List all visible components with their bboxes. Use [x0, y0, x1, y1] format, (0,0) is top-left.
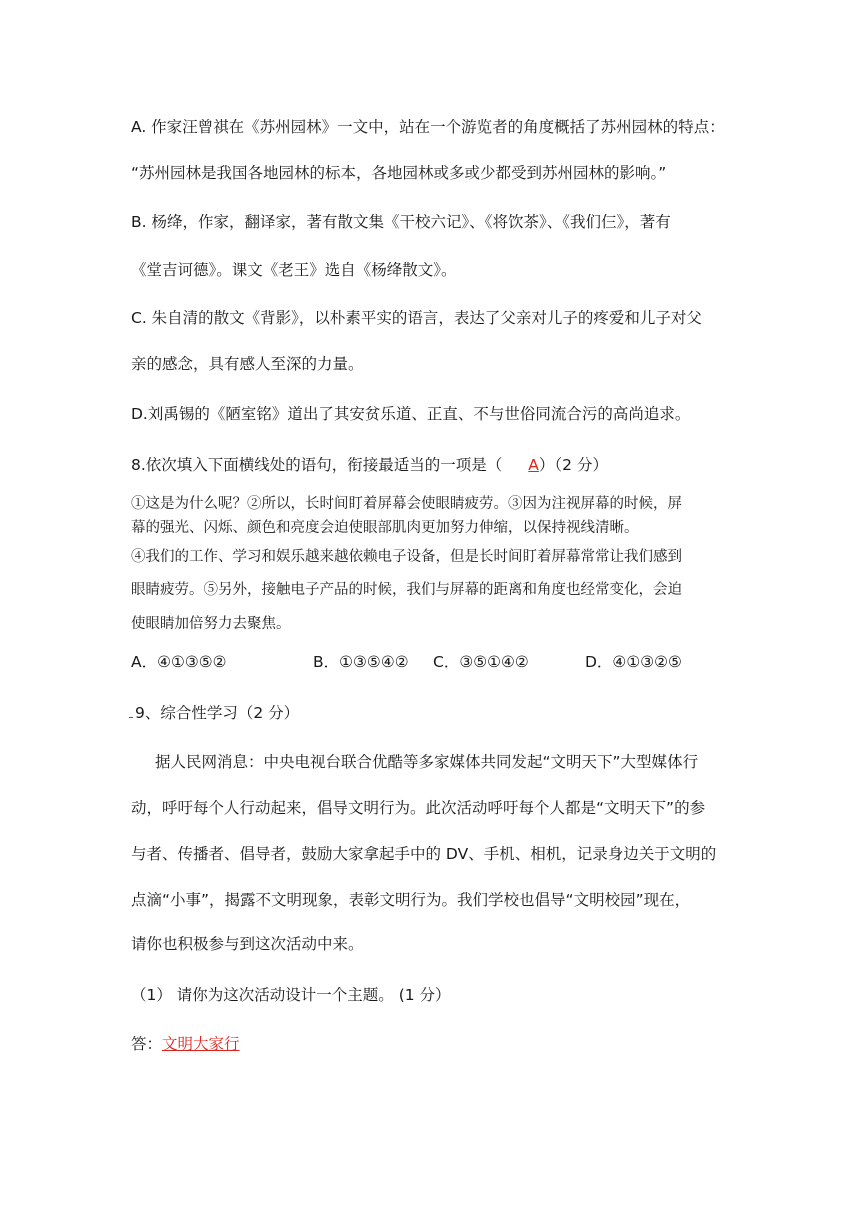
revision-mark	[129, 703, 133, 718]
q8-stem-after: ）（2 分）	[538, 456, 608, 474]
q9-para-line5: 请你也积极参与到这次活动中来。	[131, 935, 364, 953]
q7-option-c-line2: 亲的感念，具有感人至深的力量。	[131, 355, 364, 373]
q8-option-c: C．③⑤①④②	[433, 653, 529, 671]
q9-answer-text: 文明大家行	[162, 1035, 240, 1053]
q9-para-line1: 据人民网消息：中央电视台联合优酷等多家媒体共同发起“文明天下”大型媒体行	[155, 753, 699, 771]
q8-option-a: A．④①③⑤②	[131, 653, 227, 671]
q7-option-b-line1: B. 杨绛，作家，翻译家，著有散文集《干校六记》、《将饮茶》、《我们仨》，著有	[131, 213, 671, 231]
q9-heading	[129, 702, 299, 724]
q9-answer-line	[131, 1033, 240, 1055]
q7-option-a-line2: “苏州园林是我国各地园林的标本，各地园林或多或少都受到苏州园林的影响。”	[131, 164, 667, 182]
q8-stem-before: 8.依次填入下面横线处的语句，衔接最适当的一项是（	[131, 456, 503, 474]
q7-option-a-line1: A. 作家汪曾祺在《苏州园林》一文中，站在一个游览者的角度概括了苏州园林的特点：	[131, 118, 725, 136]
q9-para-line3: 与者、传播者、倡导者，鼓励大家拿起手中的 DV、手机、相机，记录身边关于文明的	[131, 845, 717, 863]
q9-para-line2: 动，呼吁每个人行动起来，倡导文明行为。此次活动呼吁每个人都是“文明天下”的参	[131, 799, 706, 817]
q8-answer: A	[528, 456, 539, 474]
q8-passage-line3: ④我们的工作、学习和娱乐越来越依赖电子设备，但是长时间盯着屏幕常常让我们感到	[131, 549, 682, 565]
q8-option-b: B．①③⑤④②	[313, 653, 409, 671]
q9-heading-text: 9、综合性学习（2 分）	[135, 704, 300, 722]
q8-option-d: D．④①③②⑤	[585, 653, 682, 671]
q8-passage-line2: 幕的强光、闪烁、颜色和亮度会迫使眼部肌肉更加努力伸缩，以保持视线清晰。	[131, 520, 639, 536]
q8-stem	[131, 454, 608, 476]
q7-option-d-line1: D.刘禹锡的《陋室铭》道出了其安贫乐道、正直、不与世俗同流合污的高尚追求。	[131, 405, 691, 423]
q7-option-c-line1: C. 朱自清的散文《背影》，以朴素平实的语言，表达了父亲对儿子的疼爱和儿子对父	[131, 309, 702, 327]
q8-passage-line5: 使眼睛加倍努力去聚焦。	[131, 616, 291, 632]
q7-option-b-line2: 《堂吉诃德》。课文《老王》选自《杨绛散文》。	[131, 261, 457, 279]
q9-subquestion-1: （1） 请你为这次活动设计一个主题。 (1 分）	[131, 986, 451, 1004]
q8-passage-line1: ①这是为什么呢？②所以，长时间盯着屏幕会使眼睛疲劳。③因为注视屏幕的时候，屏	[131, 496, 682, 512]
q9-answer-label: 答：	[131, 1035, 163, 1053]
q9-para-line4: 点滴“小事”，揭露不文明现象，表彰文明行为。我们学校也倡导“文明校园”现在，	[131, 891, 691, 909]
q8-passage-line4: 眼睛疲劳。⑤另外，接触电子产品的时候，我们与屏幕的距离和角度也经常变化，会迫	[131, 582, 682, 598]
